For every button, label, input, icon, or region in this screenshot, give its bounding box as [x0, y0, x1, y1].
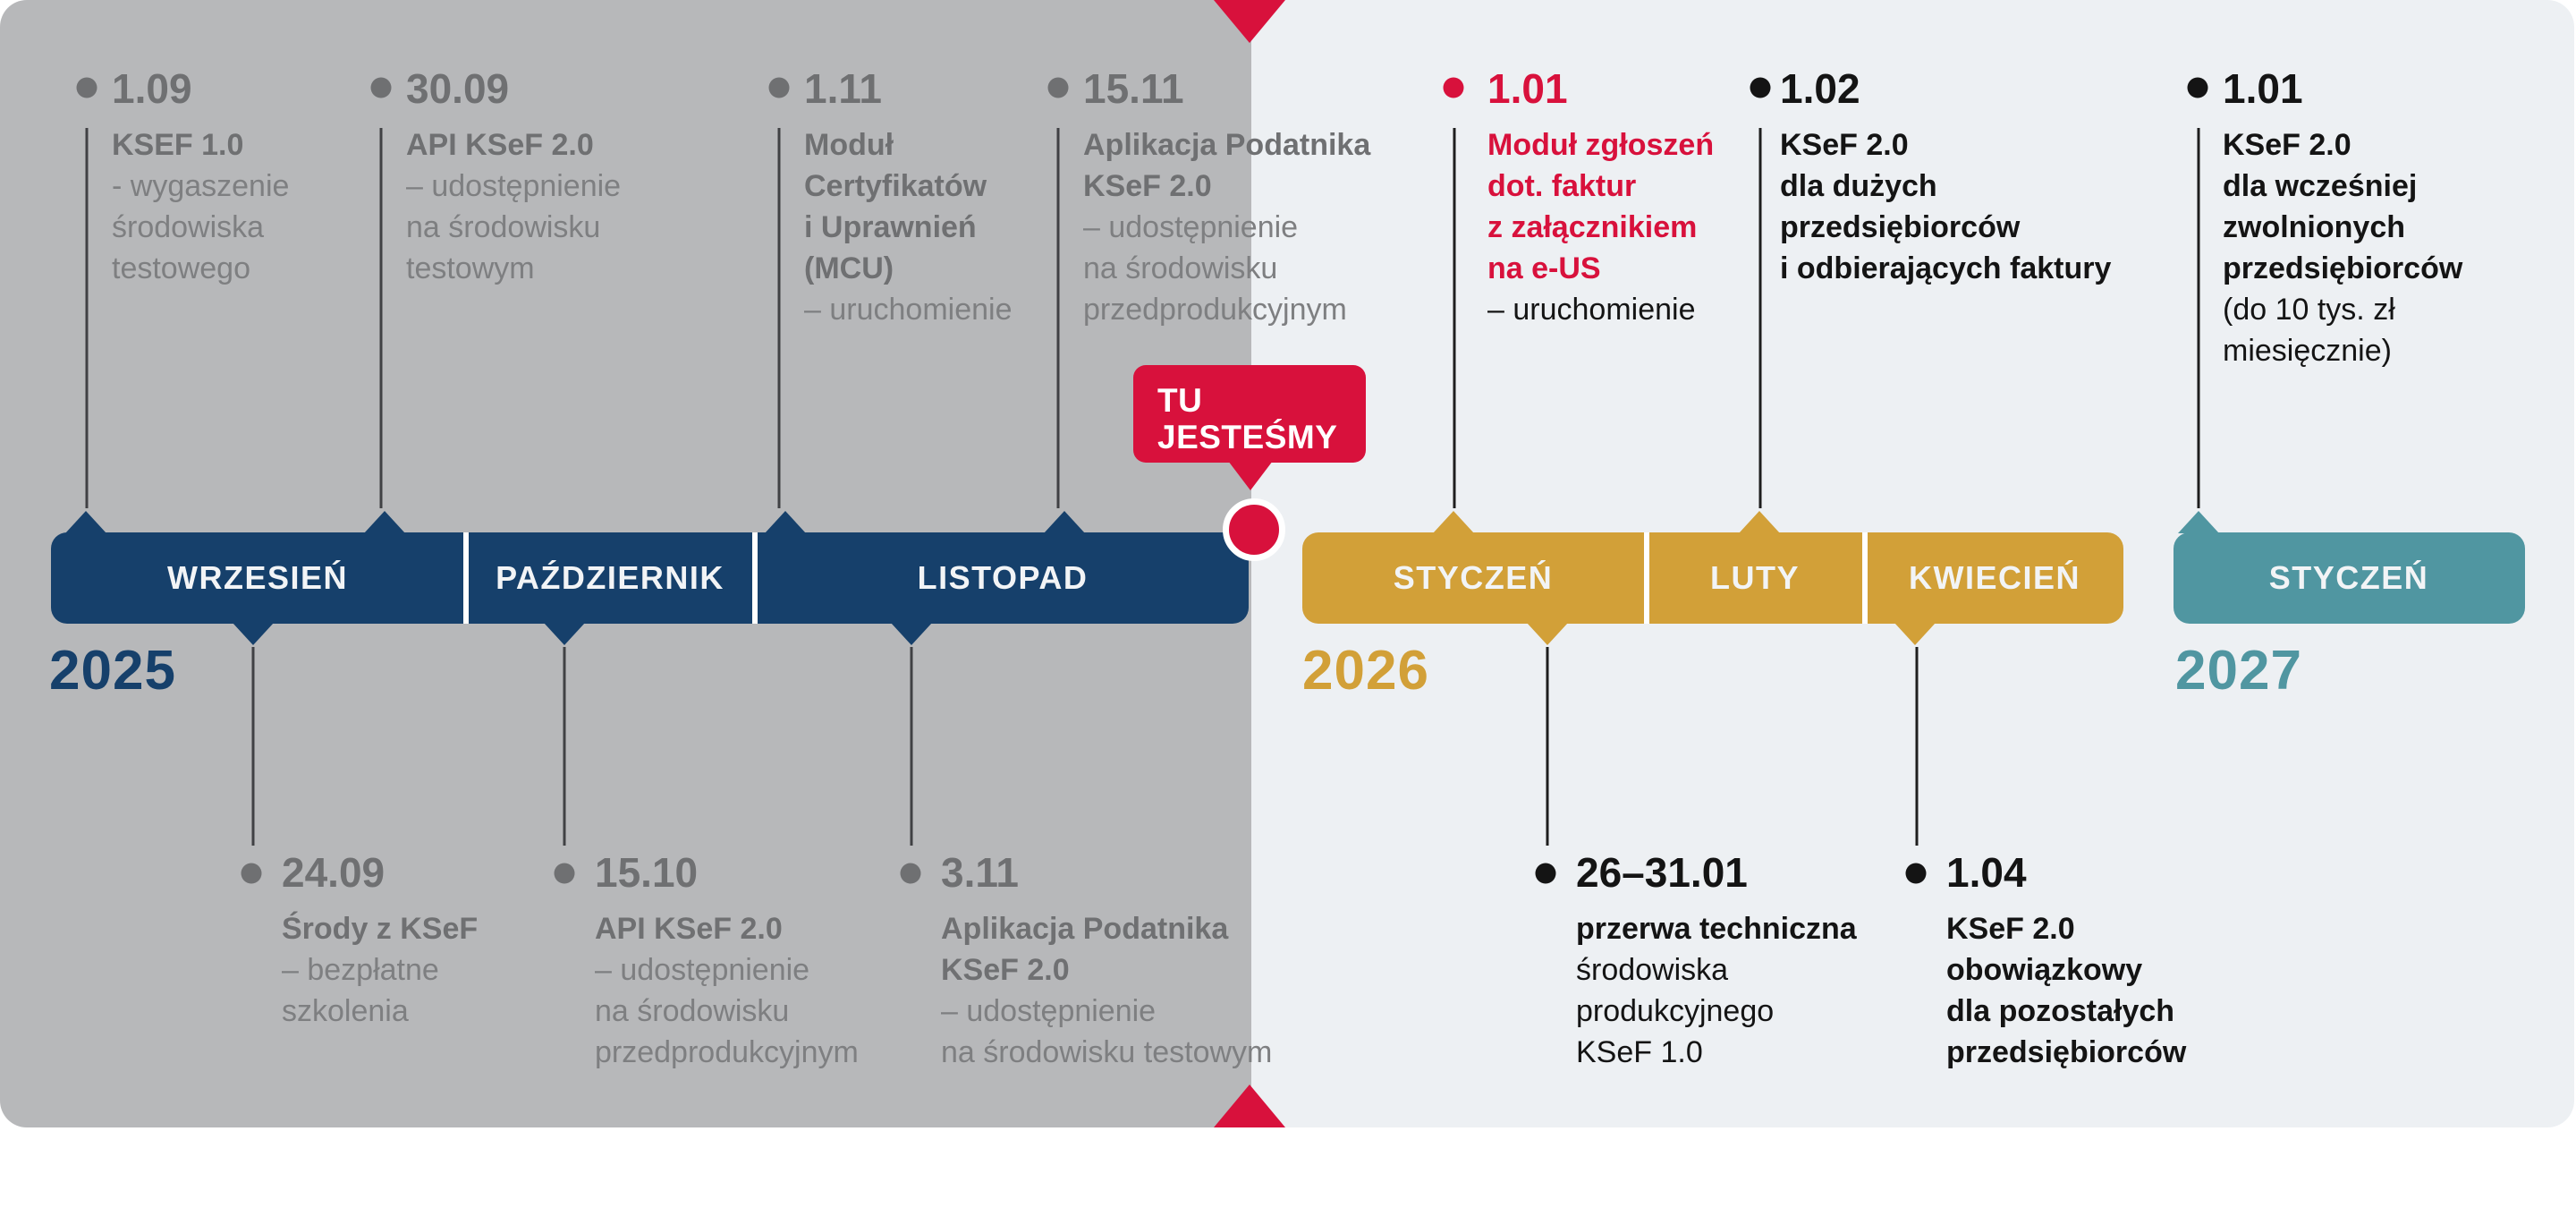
milestone-body-line: testowego	[112, 251, 250, 285]
milestone-date: 1.02	[1780, 65, 1860, 112]
milestone-title-line: i Uprawnień	[804, 210, 977, 244]
bar-notch-down-icon	[1894, 623, 1936, 645]
milestone-30-09	[406, 65, 622, 289]
milestone-date: 30.09	[406, 65, 510, 112]
here-badge-line1: TU	[1157, 382, 1203, 419]
milestone-body-line: KSeF 1.0	[1576, 1035, 1703, 1069]
month-label-styczen-2027: STYCZEŃ	[2268, 559, 2429, 596]
milestone-body-line: przedprodukcyjnym	[595, 1035, 859, 1069]
year-label-2026: 2026	[1302, 640, 1429, 702]
milestone-title-line: przerwa techniczna	[1576, 912, 1857, 946]
milestone-dot	[77, 78, 97, 98]
milestone-title-line: KSeF 2.0	[941, 953, 1070, 987]
connector-line	[1759, 128, 1762, 508]
milestone-title-line: KSeF 2.0	[1780, 128, 1909, 162]
month-label-listopad: LISTOPAD	[917, 559, 1089, 596]
milestone-body-line: (do 10 tys. zł	[2223, 293, 2395, 327]
milestone-body-line: – udostępnienie	[595, 953, 810, 987]
milestone-dot	[769, 78, 790, 98]
milestone-1-01-2026	[1487, 65, 1715, 330]
milestone-title-line: Aplikacja Podatnika	[1083, 128, 1371, 162]
milestone-title-line: obowiązkowy	[1946, 953, 2143, 987]
milestone-body-line: szkolenia	[282, 994, 409, 1028]
milestone-dot	[1906, 863, 1927, 884]
connector-line	[86, 128, 89, 508]
connector-line	[778, 128, 781, 508]
milestone-body-line: produkcyjnego	[1576, 994, 1775, 1028]
milestone-title-line: KSeF 2.0	[1946, 912, 2075, 946]
milestone-body-line: – udostępnienie	[941, 994, 1157, 1028]
milestone-3-11	[941, 849, 1273, 1073]
month-label-styczen-2026: STYCZEŃ	[1393, 559, 1554, 596]
year-label-2025: 2025	[49, 640, 176, 702]
milestone-body-line: – uruchomienie	[804, 293, 1013, 327]
milestone-date: 15.10	[595, 849, 699, 896]
milestone-body-line: – udostępnienie	[1083, 210, 1299, 244]
milestone-dot	[2188, 78, 2208, 98]
now-bottom-triangle-icon	[1214, 1085, 1285, 1127]
milestone-date: 15.11	[1083, 65, 1184, 112]
milestone-date: 26–31.01	[1576, 849, 1748, 896]
here-badge-tail-icon	[1228, 461, 1273, 490]
here-badge-line2: JESTEŚMY	[1157, 419, 1338, 455]
month-label-kwiecien: KWIECIEŃ	[1909, 559, 2080, 596]
milestone-title-line: Moduł zgłoszeń	[1487, 128, 1715, 162]
milestone-title-line: (MCU)	[804, 251, 894, 285]
bar-notch-up-icon	[1433, 511, 1474, 533]
connector-line	[1453, 128, 1456, 508]
milestone-title-line: Certyfikatów	[804, 169, 987, 203]
milestone-title-line: na e-US	[1487, 251, 1601, 285]
milestone-title-line: Środy z KSeF	[282, 912, 479, 946]
here-badge	[1133, 365, 1366, 463]
milestone-date: 1.11	[804, 65, 882, 112]
milestone-title-line: Aplikacja Podatnika	[941, 912, 1229, 946]
milestone-body-line: testowym	[406, 251, 535, 285]
bar-notch-down-icon	[1527, 623, 1568, 645]
milestone-date: 1.01	[2223, 65, 2303, 112]
milestone-body-line: na środowisku	[1083, 251, 1278, 285]
milestone-date: 1.09	[112, 65, 192, 112]
bar-separator	[463, 532, 469, 624]
milestone-title-line: zwolnionych	[2223, 210, 2405, 244]
bar-notch-up-icon	[364, 511, 405, 533]
milestone-body-line: - wygaszenie	[112, 169, 290, 203]
connector-line	[380, 128, 383, 508]
milestone-title-line: dot. faktur	[1487, 169, 1637, 203]
milestone-1-02	[1780, 65, 2112, 289]
milestone-title-line: z załącznikiem	[1487, 210, 1698, 244]
connector-line	[1546, 647, 1549, 846]
milestone-title-line: KSEF 1.0	[112, 128, 244, 162]
now-top-triangle-icon	[1214, 0, 1285, 43]
milestone-title-line: dla pozostałych	[1946, 994, 2175, 1028]
bar-notch-up-icon	[765, 511, 806, 533]
bar-notch-down-icon	[233, 623, 274, 645]
milestone-date: 24.09	[282, 849, 386, 896]
milestone-body-line: – uruchomienie	[1487, 293, 1696, 327]
month-label-luty: LUTY	[1710, 559, 1800, 596]
milestone-dot	[1048, 78, 1069, 98]
connector-line	[564, 647, 566, 846]
milestone-1-04	[1946, 849, 2187, 1073]
month-label-pazdziernik: PAŹDZIERNIK	[496, 559, 724, 596]
connector-line	[1916, 647, 1919, 846]
connector-line	[252, 647, 255, 846]
milestone-dot	[371, 78, 392, 98]
bar-separator	[752, 532, 758, 624]
bar-separator	[1644, 532, 1649, 624]
milestone-date: 1.01	[1487, 65, 1568, 112]
milestone-title-line: dla wcześniej	[2223, 169, 2418, 203]
milestone-dot	[1750, 78, 1771, 98]
bar-notch-down-icon	[891, 623, 932, 645]
bar-notch-up-icon	[1739, 511, 1780, 533]
connector-line	[1057, 128, 1060, 508]
milestone-title-line: i odbierających faktury	[1780, 251, 2112, 285]
milestone-title-line: przedsiębiorców	[1946, 1035, 2187, 1069]
milestone-title-line: przedsiębiorców	[1780, 210, 2021, 244]
milestone-1-01-2027	[2223, 65, 2463, 371]
milestone-body-line: – bezpłatne	[282, 953, 439, 987]
milestone-1-11	[804, 65, 1013, 330]
connector-line	[2198, 128, 2200, 508]
milestone-title-line: KSeF 2.0	[1083, 169, 1212, 203]
milestone-15-11	[1083, 65, 1371, 330]
milestone-body-line: miesięcznie)	[2223, 334, 2392, 368]
milestone-body-line: na środowisku	[406, 210, 601, 244]
milestone-body-line: środowiska	[1576, 953, 1729, 987]
milestone-dot	[242, 863, 262, 884]
now-dot-icon	[1223, 498, 1285, 561]
milestone-body-line: przedprodukcyjnym	[1083, 293, 1347, 327]
milestone-body-line: środowiska	[112, 210, 265, 244]
milestone-dot	[1536, 863, 1556, 884]
milestone-24-09	[282, 849, 479, 1032]
bar-notch-up-icon	[1044, 511, 1085, 533]
milestone-dot	[555, 863, 575, 884]
connector-line	[911, 647, 913, 846]
bar-separator	[1862, 532, 1868, 624]
milestone-body-line: – udostępnienie	[406, 169, 622, 203]
bar-notch-down-icon	[544, 623, 585, 645]
milestone-26-31-01	[1576, 849, 1857, 1073]
milestone-body-line: na środowisku	[595, 994, 790, 1028]
milestone-15-10	[595, 849, 859, 1073]
milestone-1-09	[112, 65, 290, 289]
month-label-wrzesien: WRZESIEŃ	[166, 559, 349, 596]
bar-notch-up-icon	[65, 511, 106, 533]
milestone-title-line: przedsiębiorców	[2223, 251, 2463, 285]
milestone-dot	[1444, 78, 1464, 98]
milestone-title-line: dla dużych	[1780, 169, 1937, 203]
bar-notch-up-icon	[2178, 511, 2219, 533]
milestone-title-line: API KSeF 2.0	[406, 128, 594, 162]
milestone-title-line: KSeF 2.0	[2223, 128, 2351, 162]
milestone-body-line: na środowisku testowym	[941, 1035, 1273, 1069]
year-label-2027: 2027	[2175, 640, 2302, 702]
milestone-title-line: Moduł	[804, 128, 894, 162]
milestone-date: 1.04	[1946, 849, 2027, 896]
milestone-date: 3.11	[941, 849, 1019, 896]
milestone-title-line: API KSeF 2.0	[595, 912, 783, 946]
milestone-dot	[901, 863, 921, 884]
